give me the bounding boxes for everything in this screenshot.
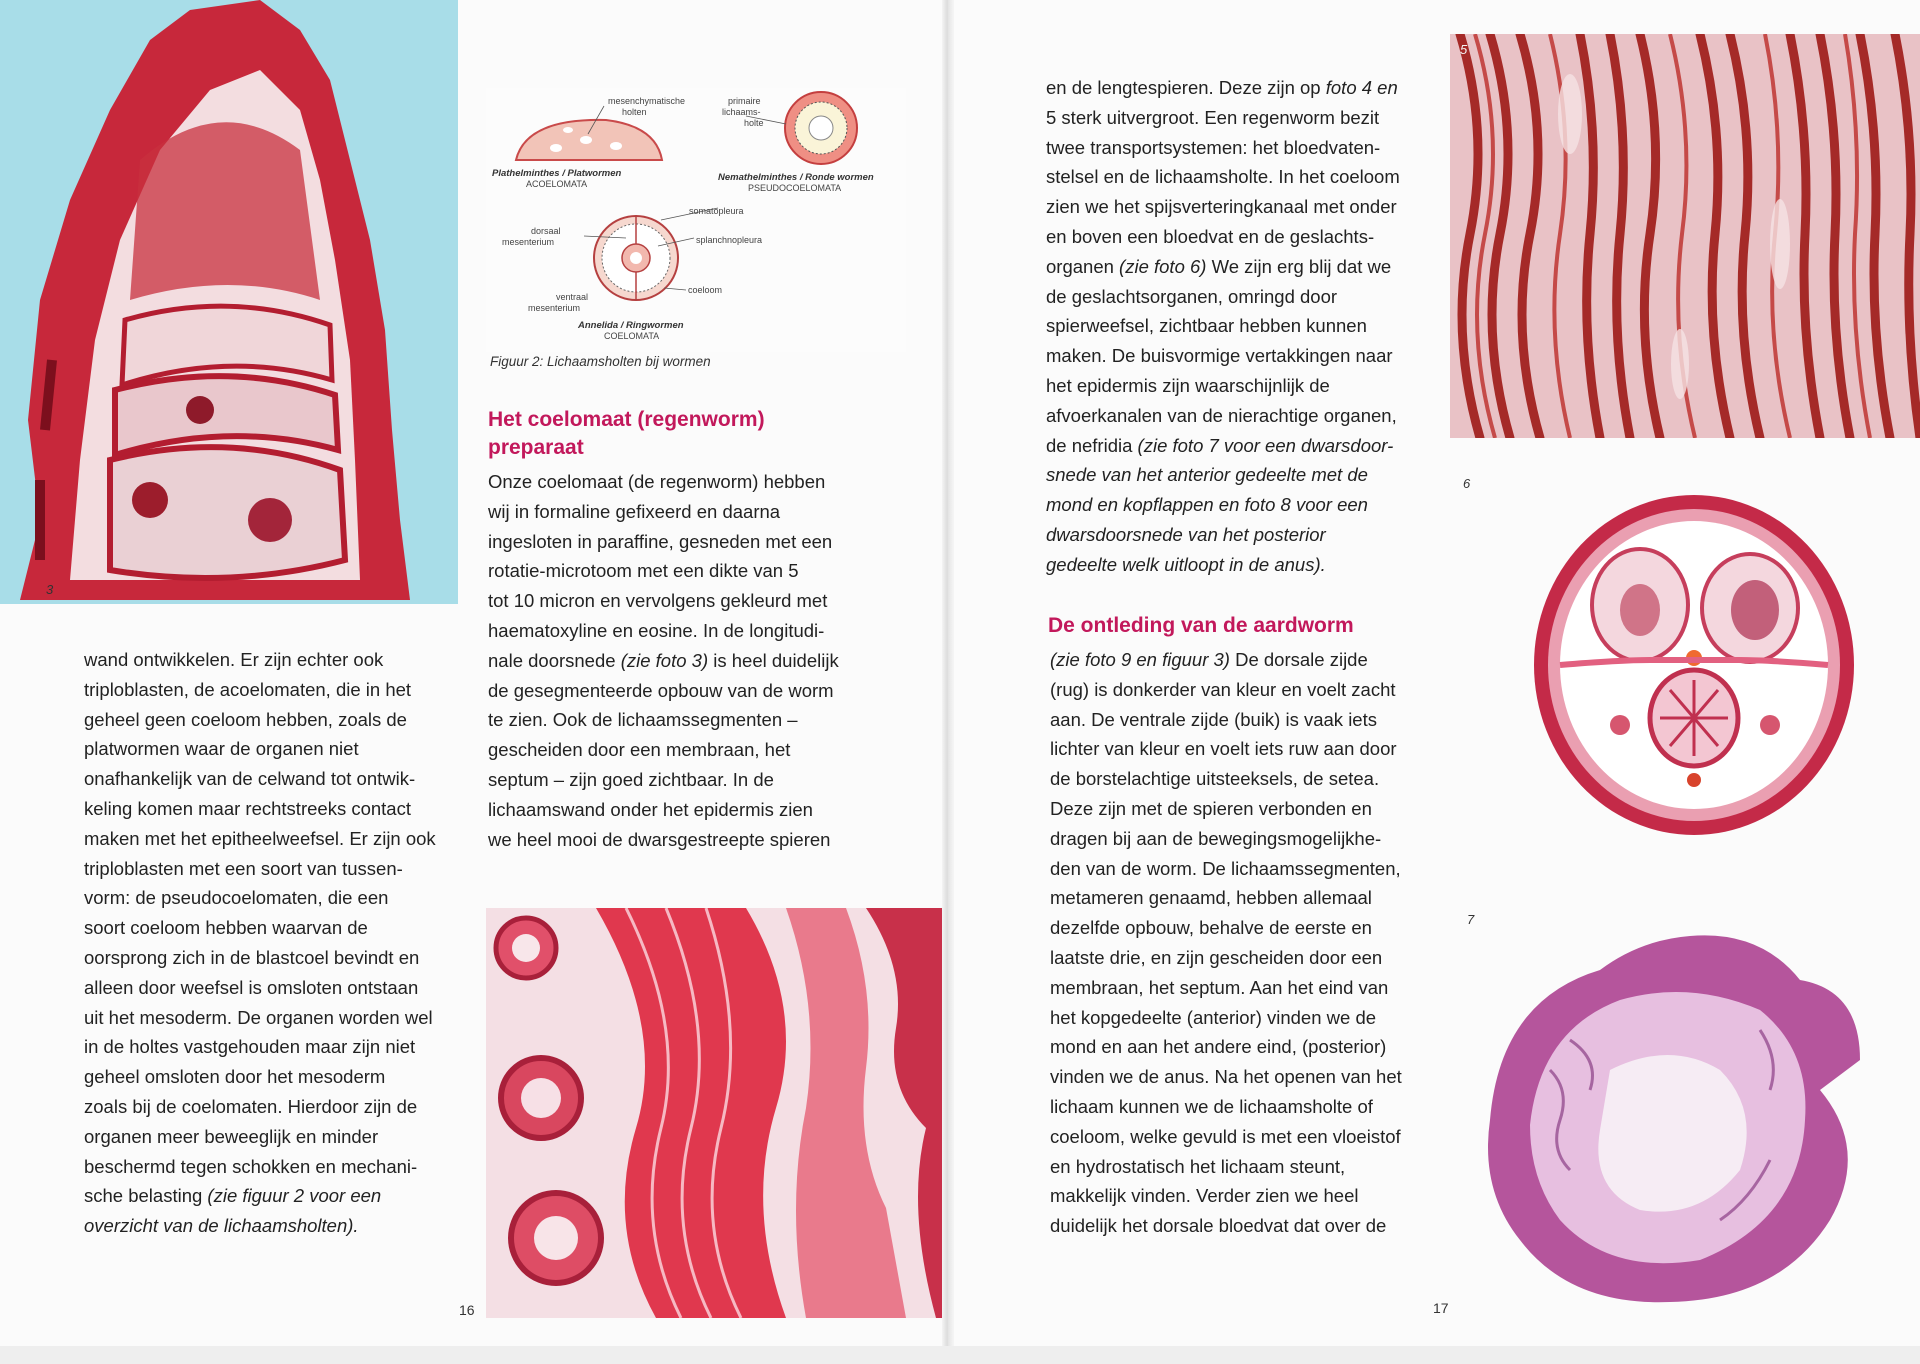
photo-4-muscle-tissue xyxy=(486,908,950,1318)
text-span: organen xyxy=(1046,255,1120,277)
italic-text: snede van het anterior gedeelte met de xyxy=(1046,464,1368,486)
text-line: ingesloten in paraffine, gesneden met een xyxy=(488,530,833,552)
text-span: sche belasting xyxy=(84,1185,208,1207)
label-ventraal: ventraal xyxy=(556,292,589,302)
photo-4-image xyxy=(486,908,950,1318)
text-line: keling komen maar rechtstreeks contact xyxy=(84,797,411,819)
text-line: aan. De ventrale zijde (buik) is vaak iets xyxy=(1050,708,1377,730)
photo-6-cross-section xyxy=(1530,490,1858,840)
italic-text: gedeelte welk uitloopt in de anus). xyxy=(1046,553,1326,575)
figure-reference: overzicht van de lichaamsholten). xyxy=(84,1215,359,1237)
text-line: de borstelachtige uitsteeksels, de setea. xyxy=(1050,768,1380,790)
italic-text: mond en kopflappen en foto 8 voor een xyxy=(1046,494,1368,516)
label-coelomata: COELOMATA xyxy=(604,331,660,341)
right-column-text-b xyxy=(1050,645,1440,1241)
text-line: tot 10 micron en vervolgens gekleurd met xyxy=(488,590,828,612)
text-line: oorsprong zich in de blastcoel bevindt en xyxy=(84,946,420,968)
figure-reference: (zie figuur 2 voor een xyxy=(207,1185,382,1207)
text-line: in de holtes vastgehouden maar zijn niet xyxy=(84,1036,416,1058)
heading-line: Het coelomaat (regenworm) xyxy=(488,408,765,431)
text-line: te zien. Ook de lichaamssegmenten – xyxy=(488,709,798,731)
photo-3-longitudinal-section xyxy=(0,0,458,604)
label-dorsaal: dorsaal xyxy=(531,226,561,236)
photo-reference: foto 4 en xyxy=(1325,77,1398,98)
text-line: laatste drie, en zijn gescheiden door een xyxy=(1050,946,1383,968)
italic-text: dwarsdoorsnede van het posterior xyxy=(1046,523,1326,545)
text-line xyxy=(1046,252,1436,282)
text-line: lichaamswand onder het epidermis zien xyxy=(488,798,813,820)
text-line: het kopgedeelte (anterior) vinden we de xyxy=(1050,1006,1377,1028)
text-line: gescheiden door een membraan, het xyxy=(488,739,791,761)
text-line: makkelijk vinden. Verder zien we heel xyxy=(1050,1185,1359,1207)
text-line: maken. De buisvormige vertakkingen naar xyxy=(1046,345,1393,367)
photo-7-label: 7 xyxy=(1467,912,1475,927)
photo-7-image xyxy=(1460,920,1880,1312)
right-column-text-a xyxy=(1046,73,1436,580)
text-line: Onze coelomaat (de regenworm) hebben xyxy=(488,471,826,492)
text-line: stelsel en de lichaamsholte. In het coeloom xyxy=(1046,166,1400,188)
text-span: De dorsale zijde xyxy=(1229,649,1368,670)
text-span: is heel duidelijk xyxy=(708,649,839,671)
text-line: vinden we de anus. Na het openen van het xyxy=(1050,1066,1402,1088)
text-line: platwormen waar de organen niet xyxy=(84,738,359,760)
text-line: lichter van kleur en voelt iets ruw aan door xyxy=(1050,738,1397,760)
label-somatopleura: somatopleura xyxy=(689,206,744,216)
text-line: (rug) is donkerder van kleur en voelt zacht xyxy=(1050,678,1396,700)
text-line: beschermd tegen schokken en mechani- xyxy=(84,1155,418,1177)
text-line: dezelfde opbouw, behalve de eerste en xyxy=(1050,917,1372,939)
text-line: rotatie-microtoom met een dikte van 5 xyxy=(488,560,799,582)
text-line: de geslachtsorganen, omringd door xyxy=(1046,285,1338,307)
text-line xyxy=(488,646,868,676)
page-number-16: 16 xyxy=(459,1302,475,1318)
text-line: den van de worm. De lichaamssegmenten, xyxy=(1050,857,1401,879)
text-line: maken met het epitheelweefsel. Er zijn ook xyxy=(84,827,436,849)
label-annelida: Annelida / Ringwormen xyxy=(578,320,684,331)
text-line xyxy=(1046,431,1436,461)
photo-5-striated-muscle xyxy=(1450,34,1920,438)
text-line: we heel mooi de dwarsgestreepte spieren xyxy=(488,828,831,850)
text-line: alleen door weefsel is omsloten ontstaan xyxy=(84,976,419,998)
photo-reference: (zie foto 6) xyxy=(1119,255,1207,277)
heading-line: preparaat xyxy=(488,436,584,459)
label-primaire: primaire xyxy=(728,96,761,106)
page-number-17: 17 xyxy=(1433,1300,1449,1316)
text-line xyxy=(1046,550,1436,580)
label-acoelomata: ACOELOMATA xyxy=(526,179,588,189)
section-heading-ontleding: De ontleding van de aardworm xyxy=(1048,614,1354,637)
photo-7-anterior-section xyxy=(1460,920,1880,1312)
text-line: Deze zijn met de spieren verbonden en xyxy=(1050,797,1372,819)
label-mesenterium-2: mesenterium xyxy=(528,303,581,313)
photo-5-image xyxy=(1450,34,1920,438)
text-span: de nefridia xyxy=(1046,434,1138,456)
text-line: zien we het spijsverteringkanaal met onder xyxy=(1046,196,1397,218)
text-line: 5 sterk uitvergroot. Een regenworm bezit xyxy=(1046,106,1380,128)
text-line: wand ontwikkelen. Er zijn echter ook xyxy=(84,649,384,670)
text-line xyxy=(1046,490,1436,520)
photo-reference: (zie foto 7 voor een dwarsdoor- xyxy=(1137,434,1394,456)
page-bottom-edge xyxy=(0,1346,1920,1364)
section-heading-coelomaat xyxy=(488,406,765,462)
label-holte: holte xyxy=(744,118,764,128)
text-line: soort coeloom hebben waarvan de xyxy=(84,917,368,939)
text-line: wij in formaline gefixeerd en daarna xyxy=(488,500,781,522)
left-column-2-text xyxy=(488,467,868,854)
label-lichaams: lichaams- xyxy=(722,107,761,117)
text-line: het epidermis zijn waarschijnlijk de xyxy=(1046,374,1330,396)
text-line: lichaam kunnen we de lichaamsholte of xyxy=(1050,1095,1373,1117)
photo-reference: (zie foto 3) xyxy=(620,649,709,671)
figure-2-caption: Figuur 2: Lichaamsholten bij wormen xyxy=(490,354,711,369)
text-span: nale doorsnede xyxy=(488,649,621,671)
text-line: membraan, het septum. Aan het eind van xyxy=(1050,976,1389,998)
text-line: onafhankelijk van de celwand tot ontwik- xyxy=(84,768,416,790)
text-line: metameren genaamd, hebben allemaal xyxy=(1050,887,1372,909)
photo-6-label: 6 xyxy=(1463,476,1471,491)
figure-2-svg xyxy=(486,88,906,352)
text-line: triploblasten, de acoelomaten, die in het xyxy=(84,678,412,700)
text-line: duidelijk het dorsale bloedvat dat over de xyxy=(1050,1215,1387,1237)
text-line xyxy=(84,1181,464,1211)
label-nemathelminthes: Nemathelminthes / Ronde wormen xyxy=(718,172,874,183)
photo-6-image xyxy=(1530,490,1858,840)
left-column-1-text xyxy=(84,645,464,1241)
label-mesenterium-1: mesenterium xyxy=(502,237,555,247)
text-line: septum – zijn goed zichtbaar. In de xyxy=(488,768,774,790)
text-line: mond en aan het andere eind, (posterior) xyxy=(1050,1036,1387,1058)
text-line: coeloom, welke gevuld is met een vloeistof xyxy=(1050,1125,1401,1147)
text-line xyxy=(1046,520,1436,550)
photo-3-image xyxy=(0,0,458,604)
figure-2-diagram xyxy=(486,88,906,352)
text-line: organen meer beweeglijk en minder xyxy=(84,1125,379,1147)
text-line xyxy=(84,1211,464,1241)
text-line: triploblasten met een soort van tussen- xyxy=(84,857,403,879)
text-line: dragen bij aan de bewegingsmogelijkhe- xyxy=(1050,827,1382,849)
text-line xyxy=(1046,460,1436,490)
text-line: en hydrostatisch het lichaam steunt, xyxy=(1050,1155,1346,1177)
text-span: en de lengtespieren. Deze zijn op xyxy=(1046,77,1326,98)
book-gutter xyxy=(942,0,954,1364)
text-line xyxy=(1050,645,1440,675)
text-line: de gesegmenteerde opbouw van de worm xyxy=(488,679,834,701)
text-line: zoals bij de coelomaten. Hierdoor zijn de xyxy=(84,1095,418,1117)
text-line: afvoerkanalen van de nierachtige organen, xyxy=(1046,404,1397,426)
label-plathelminthes: Plathelminthes / Platwormen xyxy=(492,168,622,179)
text-line: haematoxyline en eosine. In de longitudi- xyxy=(488,619,825,641)
label-pseudocoelomata: PSEUDOCOELOMATA xyxy=(748,183,842,193)
photo-3-label: 3 xyxy=(46,582,54,597)
text-line: en boven een bloedvat en de geslachts- xyxy=(1046,225,1375,247)
photo-5-label: 5 xyxy=(1460,42,1468,57)
label-splanchnopleura: splanchnopleura xyxy=(696,235,763,245)
label-mesenchymatische: mesenchymatische xyxy=(608,96,686,106)
text-line: geheel omsloten door het mesoderm xyxy=(84,1066,386,1088)
text-line: twee transportsystemen: het bloedvaten- xyxy=(1046,136,1381,158)
text-line xyxy=(1046,73,1436,103)
text-span: We zijn erg blij dat we xyxy=(1206,255,1392,277)
label-coeloom: coeloom xyxy=(688,285,723,295)
text-line: geheel geen coeloom hebben, zoals de xyxy=(84,708,407,730)
label-holten: holten xyxy=(622,107,647,117)
text-line: uit het mesoderm. De organen worden wel xyxy=(84,1006,433,1028)
text-line: spierweefsel, zichtbaar hebben kunnen xyxy=(1046,315,1367,337)
photo-reference: (zie foto 9 en figuur 3) xyxy=(1050,649,1230,670)
text-line: vorm: de pseudocoelomaten, die een xyxy=(84,887,389,909)
